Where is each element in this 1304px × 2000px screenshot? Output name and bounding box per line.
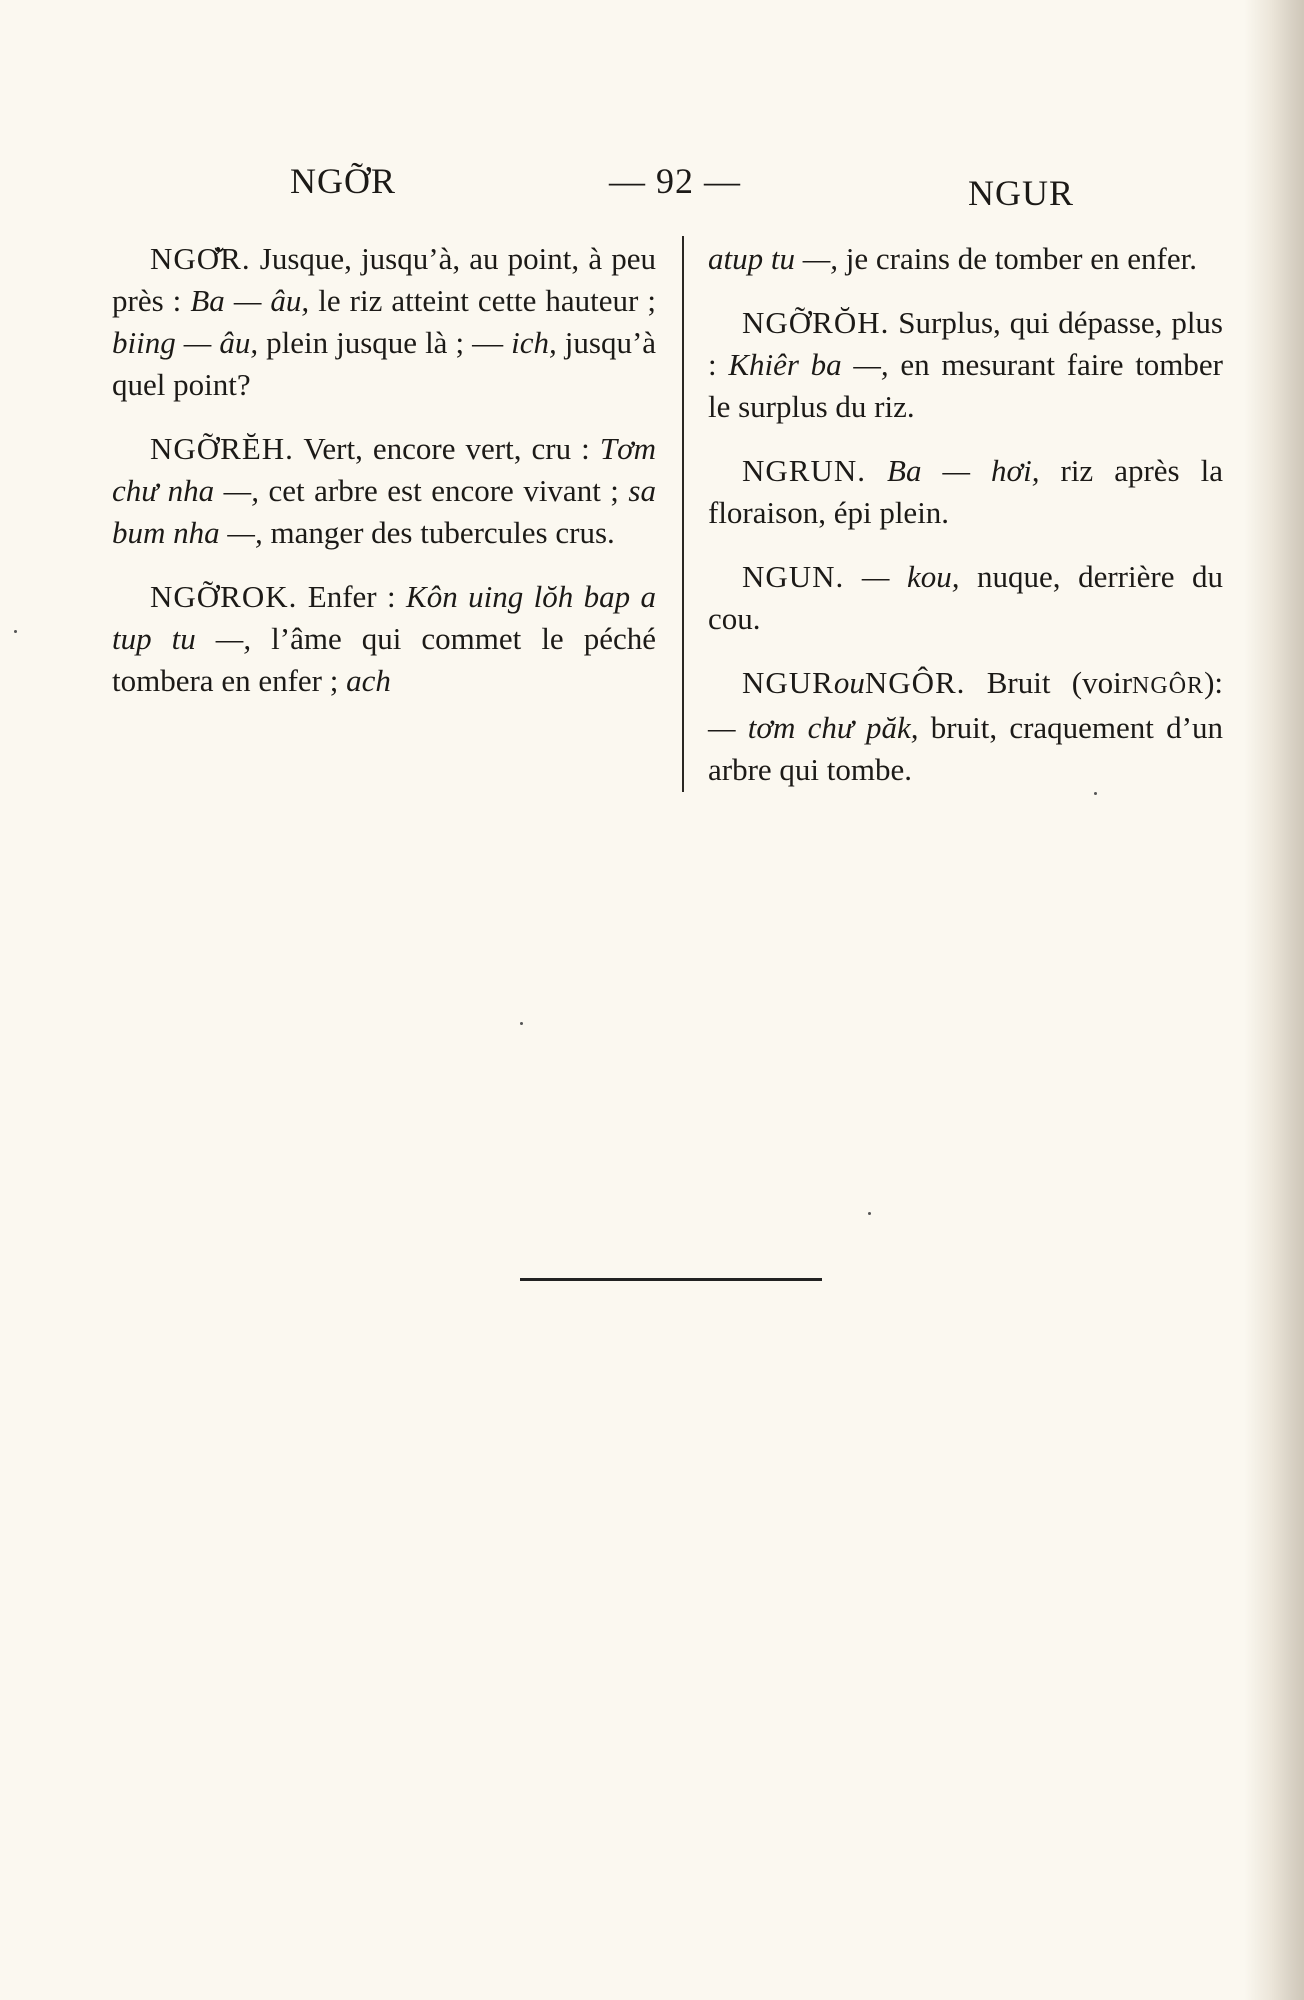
translation: riz après la floraison, épi plein. (708, 453, 1224, 530)
translation: bruit, craquement d’un arbre qui tombe. (708, 710, 1223, 787)
definition: Enfer : (307, 579, 396, 614)
translation: jusqu’à quel point? (112, 325, 657, 402)
example: Ba — hơi, (887, 453, 1040, 488)
definition: Jusque, jusqu’à, au point, à peu près : (112, 241, 656, 318)
headword: NGƠ̆R. (150, 241, 251, 276)
definition: Vert, encore vert, cru : (303, 431, 590, 466)
definition: Bruit (voir (986, 665, 1133, 700)
left-column (112, 238, 656, 724)
or-connector: ou (833, 665, 865, 700)
example: Khiêr ba —, (728, 347, 889, 382)
definition-end: ): (1204, 665, 1223, 700)
example: ach (346, 663, 391, 698)
definition: Surplus, qui dépasse, plus : (708, 305, 1223, 382)
example: atup tu —, (708, 241, 839, 276)
example: Ba — âu, (190, 283, 310, 318)
paper-speck (1094, 792, 1097, 795)
column-divider (682, 236, 684, 792)
example: — tơm chư păk, (708, 710, 919, 745)
translation: plein jusque là ; — (266, 325, 504, 360)
translation: en mesurant faire tomber le surplus du riz. (708, 347, 1224, 424)
example: biing — âu, (112, 325, 259, 360)
example: ich, (511, 325, 557, 360)
headword: NGRUN. (742, 453, 866, 488)
example: Tơm chư nha —, (112, 431, 657, 508)
headword-variant: NGÔR. (864, 665, 966, 700)
translation: cet arbre est encore vivant ; (268, 473, 619, 508)
paper-speck (520, 1022, 523, 1025)
entry-ngun (708, 556, 1223, 640)
paper-speck (14, 630, 17, 633)
right-column (708, 238, 1223, 813)
headword: NGUN. (742, 559, 845, 594)
header-left-guideword: NGỠR (290, 161, 397, 201)
cross-reference: NGÔR (1132, 673, 1205, 699)
page-number: — 92 — (609, 161, 741, 201)
translation: l’âme qui commet le péché tombera en enfer ; (112, 621, 657, 698)
headword: NGỠRŎH. (742, 305, 890, 340)
translation: manger des tubercules crus. (270, 515, 615, 550)
paper-speck (868, 1212, 871, 1215)
header-right-guideword: NGUR (968, 173, 1075, 213)
entry-ngor (112, 238, 656, 406)
entry-ngorok-continued (708, 238, 1223, 280)
example: — kou, (861, 559, 960, 594)
entry-ngorok (112, 576, 656, 702)
headword: NGUR (742, 665, 834, 700)
entry-ngur (708, 662, 1223, 791)
example: Kôn uing lŏh bap a tup tu —, (112, 579, 657, 656)
entry-ngoroh (708, 302, 1223, 428)
page-edge-shadow (1244, 0, 1304, 2000)
example: sa bum nha —, (112, 473, 656, 550)
end-rule (520, 1278, 822, 1281)
entry-ngoreh (112, 428, 656, 554)
translation: je crains de tomber en enfer. (845, 241, 1197, 276)
entry-ngrun (708, 450, 1223, 534)
headword: NGỠROK. (150, 579, 298, 614)
translation: le riz atteint cette hauteur ; (318, 283, 657, 318)
translation: nuque, derrière du cou. (708, 559, 1223, 636)
headword: NGỠRĔH. (150, 431, 294, 466)
